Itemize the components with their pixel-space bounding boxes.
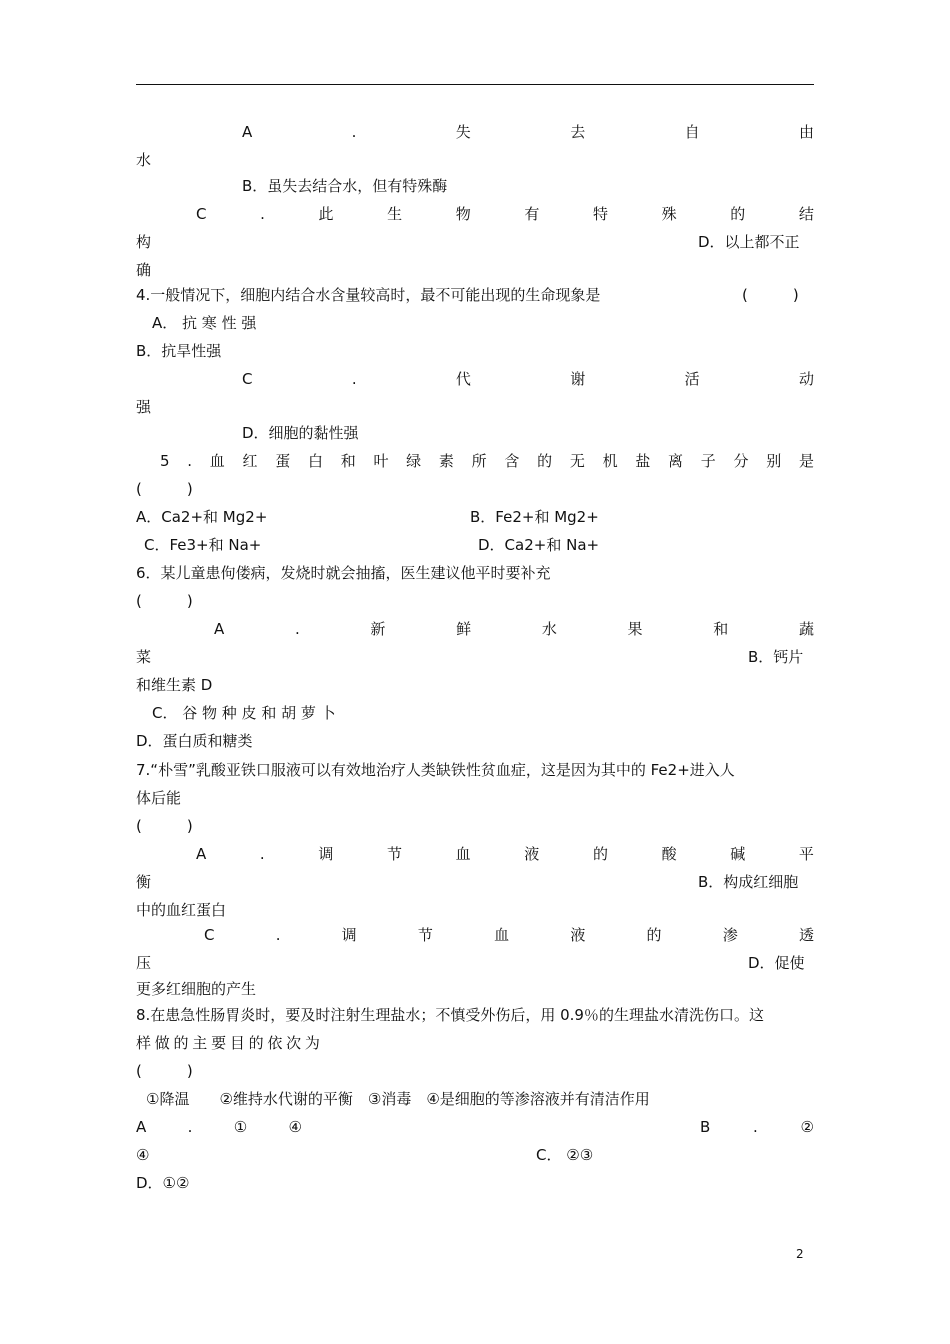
text-glyph: 次 — [286, 1034, 302, 1052]
text-line: B．抗旱性强 — [136, 342, 222, 360]
text-line: 更多红细胞的产生 — [136, 980, 257, 998]
text-glyph: 特 — [592, 205, 608, 223]
text-glyph: 白 — [307, 452, 323, 470]
text-glyph: 离 — [668, 452, 684, 470]
text-glyph: 生 — [387, 205, 403, 223]
header-rule — [136, 84, 814, 85]
text-glyph: 样 — [136, 1034, 152, 1052]
text-glyph: 液 — [570, 926, 586, 944]
text-glyph: 血 — [209, 452, 225, 470]
text-line — [196, 203, 814, 225]
text-glyph: 此 — [318, 205, 334, 223]
text-line: A．Ca2+和 Mg2+ — [136, 508, 268, 526]
text-glyph: 绿 — [406, 452, 422, 470]
text-line: 构 — [136, 233, 152, 251]
text-glyph: 所 — [471, 452, 487, 470]
text-line: ④ — [136, 1146, 150, 1164]
text-line: C．Fe3+和 Na+ — [144, 536, 262, 554]
text-line: A． 抗 寒 性 强 — [152, 314, 257, 332]
text-line: 强 — [136, 398, 152, 416]
text-line — [214, 618, 814, 640]
text-glyph: A — [214, 620, 225, 638]
text-glyph: . — [275, 926, 281, 944]
text-line: B．Fe2+和 Mg2+ — [470, 508, 599, 526]
text-glyph: 为 — [304, 1034, 320, 1052]
text-glyph: 蛋 — [275, 452, 291, 470]
text-glyph: 谢 — [570, 370, 586, 388]
page-number: 2 — [796, 1247, 804, 1261]
text-line: C． 谷 物 种 皮 和 胡 萝 卜 — [152, 704, 336, 722]
text-glyph: 目 — [229, 1034, 245, 1052]
text-line: 压 — [136, 954, 152, 972]
text-glyph: 有 — [524, 205, 540, 223]
text-line: 7.“朴雪”乳酸亚铁口服液可以有效地治疗人类缺铁性贫血症，这是因为其中的 Fe2+进入人 — [136, 761, 735, 779]
text-glyph: 的 — [173, 1034, 189, 1052]
text-glyph: 代 — [455, 370, 471, 388]
text-glyph: A — [136, 1118, 147, 1136]
text-glyph: . — [260, 205, 265, 223]
text-glyph: 节 — [386, 845, 402, 863]
text-glyph: 鲜 — [456, 620, 472, 638]
text-glyph: B — [700, 1118, 711, 1136]
text-line — [136, 1116, 302, 1138]
text-glyph: 的 — [248, 1034, 264, 1052]
text-glyph: . — [351, 123, 357, 141]
text-line: ( ) — [742, 286, 799, 304]
text-glyph: C — [242, 370, 253, 388]
text-line: B．钙片 — [748, 648, 804, 666]
text-line — [160, 450, 814, 472]
text-glyph: . — [753, 1118, 758, 1136]
text-glyph: 机 — [602, 452, 618, 470]
text-line — [242, 121, 814, 143]
text-line: ( ) — [136, 480, 193, 498]
text-glyph: 红 — [242, 452, 258, 470]
text-glyph: . — [187, 452, 193, 470]
text-glyph: 含 — [504, 452, 520, 470]
text-line: 8.在患急性肠胃炎时，要及时注射生理盐水；不慎受外伤后，用 0.9％的生理盐水清洗伤口。这 — [136, 1006, 764, 1024]
text-glyph: 碱 — [730, 845, 746, 863]
text-line — [242, 368, 814, 390]
text-line: D．促使 — [748, 954, 805, 972]
text-glyph: 无 — [569, 452, 585, 470]
text-glyph: 依 — [267, 1034, 283, 1052]
text-glyph: ④ — [288, 1118, 302, 1136]
text-glyph: 活 — [684, 370, 700, 388]
text-line: ①降温 ②维持水代谢的平衡 ③消毒 ④是细胞的等渗溶液并有清洁作用 — [146, 1090, 650, 1108]
text-glyph: 酸 — [661, 845, 677, 863]
text-glyph: 叶 — [373, 452, 389, 470]
text-glyph: 调 — [318, 845, 334, 863]
text-glyph: 主 — [192, 1034, 208, 1052]
text-glyph: 渗 — [722, 926, 738, 944]
text-glyph: 子 — [700, 452, 716, 470]
text-glyph: 是 — [798, 452, 814, 470]
text-line: D．Ca2+和 Na+ — [478, 536, 600, 554]
text-line — [136, 1032, 320, 1054]
text-glyph: . — [351, 370, 357, 388]
text-glyph: A — [242, 123, 253, 141]
text-glyph: 物 — [455, 205, 471, 223]
text-glyph: 血 — [494, 926, 510, 944]
text-line — [196, 843, 814, 865]
text-glyph: 素 — [438, 452, 454, 470]
text-glyph: 平 — [798, 845, 814, 863]
text-glyph: 5 — [160, 452, 170, 470]
text-glyph: 的 — [730, 205, 746, 223]
text-glyph: . — [294, 620, 300, 638]
text-glyph: 调 — [341, 926, 357, 944]
text-line: B．构成红细胞 — [698, 873, 799, 891]
text-glyph: 和 — [713, 620, 729, 638]
text-glyph: . — [259, 845, 265, 863]
text-glyph: 殊 — [661, 205, 677, 223]
text-line: D．细胞的黏性强 — [242, 424, 359, 442]
text-glyph: C — [196, 205, 207, 223]
text-glyph: 做 — [154, 1034, 170, 1052]
text-glyph: 由 — [798, 123, 814, 141]
text-glyph: 要 — [211, 1034, 227, 1052]
text-line: 菜 — [136, 648, 152, 666]
text-glyph: 的 — [646, 926, 662, 944]
text-glyph: 结 — [798, 205, 814, 223]
text-glyph: 蔬 — [798, 620, 814, 638]
text-line: C． ②③ — [536, 1146, 594, 1164]
text-glyph: ② — [800, 1118, 814, 1136]
text-line: D．①② — [136, 1174, 190, 1192]
text-glyph: 液 — [524, 845, 540, 863]
text-glyph: 动 — [798, 370, 814, 388]
text-line: B．虽失去结合水，但有特殊酶 — [242, 177, 448, 195]
text-line: 6．某儿童患佝偻病，发烧时就会抽搐，医生建议他平时要补充 — [136, 564, 551, 582]
text-line: 衡 — [136, 873, 152, 891]
text-line: 确 — [136, 261, 152, 279]
text-glyph: 分 — [733, 452, 749, 470]
text-glyph: A — [196, 845, 207, 863]
text-glyph: 去 — [570, 123, 586, 141]
text-glyph: 自 — [684, 123, 700, 141]
text-glyph: ① — [233, 1118, 248, 1136]
text-line: 体后能 — [136, 789, 182, 807]
text-line — [204, 924, 814, 946]
text-line: 水 — [136, 151, 152, 169]
text-glyph: 新 — [370, 620, 386, 638]
text-glyph: 盐 — [635, 452, 651, 470]
text-line: 4.一般情况下，细胞内结合水含量较高时，最不可能出现的生命现象是 — [136, 286, 601, 304]
text-glyph: 果 — [627, 620, 643, 638]
text-glyph: 水 — [541, 620, 557, 638]
text-glyph: . — [187, 1118, 193, 1136]
text-glyph: 透 — [798, 926, 814, 944]
text-line: ( ) — [136, 592, 193, 610]
text-glyph: 的 — [537, 452, 553, 470]
text-glyph: 节 — [417, 926, 433, 944]
text-glyph: 失 — [455, 123, 471, 141]
text-glyph: 的 — [592, 845, 608, 863]
text-line: ( ) — [136, 817, 193, 835]
text-glyph: 和 — [340, 452, 356, 470]
text-glyph: 别 — [766, 452, 782, 470]
text-line: 和维生素 D — [136, 676, 213, 694]
text-line: 中的血红蛋白 — [136, 901, 227, 919]
text-line — [700, 1116, 814, 1138]
text-line: D．以上都不正 — [698, 233, 800, 251]
text-line: D．蛋白质和糖类 — [136, 732, 253, 750]
text-line: ( ) — [136, 1062, 193, 1080]
text-glyph: C — [204, 926, 215, 944]
text-glyph: 血 — [455, 845, 471, 863]
